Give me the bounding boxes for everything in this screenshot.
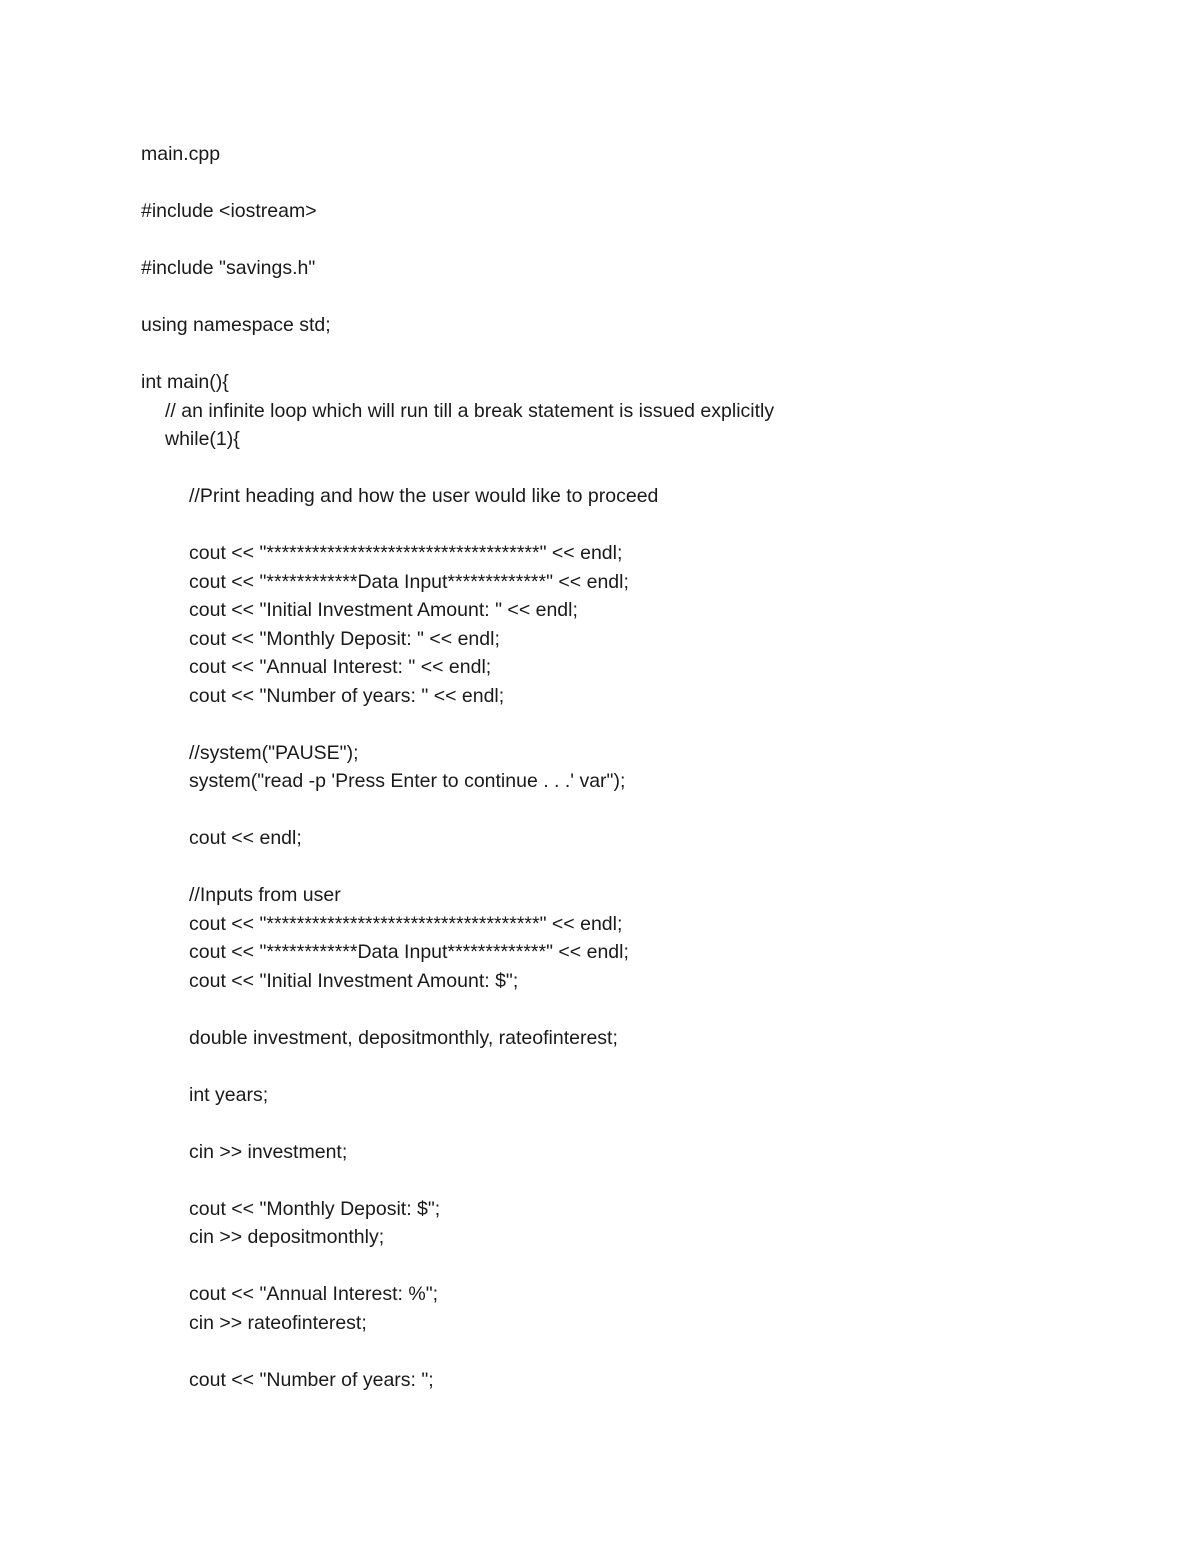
code-line: using namespace std;: [141, 314, 331, 336]
blank-line: [141, 995, 1141, 1024]
blank-line: [141, 226, 1141, 255]
code-line: cin >> rateofinterest;: [189, 1311, 367, 1334]
code-line: cout << "Annual Interest: " << endl;: [189, 656, 492, 678]
blank-line: [141, 169, 1141, 198]
code-line: #include "savings.h": [141, 257, 316, 279]
blank-line: [141, 796, 1141, 825]
blank-line: [141, 1052, 1141, 1081]
code-line: cout << "************************************" << endl;: [189, 912, 623, 935]
code-line: //system("PAUSE");: [189, 741, 359, 764]
blank-line: [141, 340, 1141, 369]
code-line: cout << "Number of years: " << endl;: [189, 684, 505, 707]
blank-line: [141, 1337, 1141, 1366]
code-line: int main(){: [141, 371, 229, 393]
code-line: //Inputs from user: [189, 884, 341, 906]
blank-line: [141, 853, 1141, 882]
code-line: cout << "************************************" << endl;: [189, 542, 623, 564]
code-line: system("read -p 'Press Enter to continue . . .' var");: [189, 770, 626, 792]
code-line: cin >> investment;: [189, 1140, 348, 1163]
blank-line: [141, 1109, 1141, 1138]
blank-line: [141, 710, 1141, 739]
code-line: #include <iostream>: [141, 200, 317, 222]
code-line: int years;: [189, 1083, 269, 1106]
code-line: cout << "Number of years: ";: [189, 1368, 434, 1391]
code-line: while(1){: [165, 428, 240, 450]
code-line: cout << endl;: [189, 827, 302, 849]
code-line: //Print heading and how the user would like to proceed: [189, 485, 659, 507]
blank-line: [141, 454, 1141, 483]
code-line: cin >> depositmonthly;: [189, 1226, 385, 1248]
code-line: // an infinite loop which will run till a break statement is issued explicitly: [165, 399, 775, 422]
code-line: cout << "Initial Investment Amount: " << endl;: [189, 599, 578, 621]
code-line: cout << "Initial Investment Amount: $";: [189, 969, 519, 992]
blank-line: [141, 1166, 1141, 1195]
code-line: main.cpp: [141, 143, 221, 165]
blank-line: [141, 283, 1141, 312]
code-line: double investment, depositmonthly, rateofinterest;: [189, 1026, 618, 1049]
blank-line: [141, 1252, 1141, 1281]
blank-line: [141, 511, 1141, 540]
code-listing: [141, 140, 1141, 1394]
code-line: cout << "************Data Input*************" << endl;: [189, 570, 629, 593]
code-line: cout << "Annual Interest: %";: [189, 1283, 439, 1305]
code-line: cout << "Monthly Deposit: " << endl;: [189, 627, 500, 650]
code-line: cout << "Monthly Deposit: $";: [189, 1197, 441, 1220]
code-line: cout << "************Data Input*************" << endl;: [189, 941, 629, 963]
